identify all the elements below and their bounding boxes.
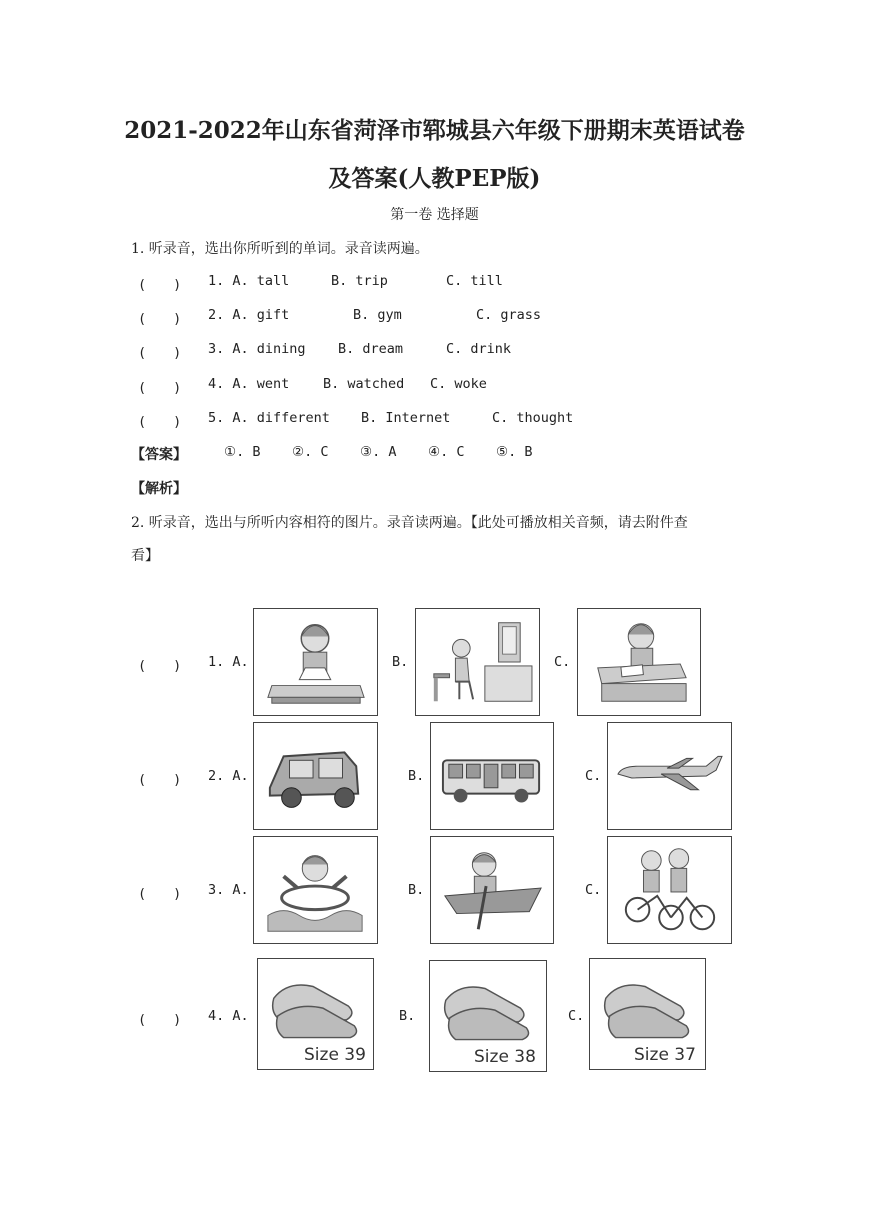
option-b: B. watched <box>323 376 405 392</box>
boy-rowing-boat-picture[interactable] <box>430 836 554 944</box>
plane-picture[interactable] <box>607 722 732 830</box>
answer-blank[interactable]: ( ) <box>138 345 182 361</box>
boys-riding-bikes-picture[interactable] <box>607 836 732 944</box>
car-picture[interactable] <box>253 722 378 830</box>
answer-blank[interactable]: ( ) <box>138 414 182 430</box>
car-icon <box>254 723 377 829</box>
shoe-size-label: Size 38 <box>474 1047 536 1067</box>
option-a: 2. A. gift <box>208 307 290 323</box>
answer-blank[interactable]: ( ) <box>138 311 182 327</box>
option-c: C. woke <box>430 376 487 392</box>
rowing-icon <box>431 837 553 943</box>
option-c-label: C. <box>568 1008 585 1024</box>
answer-value: ③. A <box>360 444 397 460</box>
option-b-label: B. <box>399 1008 416 1024</box>
answer-label: 【答案】 <box>131 447 187 463</box>
answer-blank[interactable]: ( ) <box>138 658 182 674</box>
option-b-label: B. <box>408 882 425 898</box>
option-b: B. gym <box>353 307 402 323</box>
girl-sitting-by-computer-picture[interactable] <box>415 608 540 716</box>
answer-value: ②. C <box>292 444 329 460</box>
option-a: 3. A. dining <box>208 341 306 357</box>
girl-computer-icon <box>416 609 539 715</box>
answer-blank[interactable]: ( ) <box>138 1012 182 1028</box>
answer-blank[interactable]: ( ) <box>138 380 182 396</box>
shoes-size-38-picture[interactable] <box>429 960 547 1072</box>
answer-blank[interactable]: ( ) <box>138 277 182 293</box>
option-c-label: C. <box>554 654 571 670</box>
shoe-size-label: Size 37 <box>634 1045 696 1065</box>
option-b-label: B. <box>392 654 409 670</box>
girl-writing-at-desk-picture[interactable] <box>577 608 701 716</box>
plane-icon <box>608 723 731 829</box>
girl-writing-icon <box>578 609 700 715</box>
swimming-icon <box>254 837 377 943</box>
answer-value: ④. C <box>428 444 465 460</box>
option-c: C. thought <box>492 410 574 426</box>
option-c: C. drink <box>446 341 512 357</box>
q2-prompt-line-2: 看】 <box>131 548 159 564</box>
q2-prompt-line-1: 2. 听录音，选出与所听内容相符的图片。录音读两遍。【此处可播放相关音频，请去附件查 <box>131 515 688 531</box>
answer-blank[interactable]: ( ) <box>138 886 182 902</box>
q1-prompt: 1. 听录音，选出你所听到的单词。录音读两遍。 <box>131 241 429 257</box>
option-c-label: C. <box>585 768 602 784</box>
option-a: 4. A. went <box>208 376 290 392</box>
answer-blank[interactable]: ( ) <box>138 772 182 788</box>
option-b-label: B. <box>408 768 425 784</box>
answer-value: ⑤. B <box>496 444 533 460</box>
option-b: B. dream <box>338 341 404 357</box>
shoe-size-label: Size 39 <box>304 1045 366 1065</box>
answer-value: ①. B <box>224 444 261 460</box>
option-c: C. grass <box>476 307 542 323</box>
option-b: B. trip <box>331 273 388 289</box>
bus-picture[interactable] <box>430 722 554 830</box>
option-b: B. Internet <box>361 410 451 426</box>
girl-reading-at-desk-picture[interactable] <box>253 608 378 716</box>
option-c-label: C. <box>585 882 602 898</box>
option-a-label: 3. A. <box>208 882 249 898</box>
option-a: 1. A. tall <box>208 273 290 289</box>
option-a-label: 4. A. <box>208 1008 249 1024</box>
shoes-size-39-picture[interactable] <box>257 958 374 1070</box>
section-heading: 第一卷 选择题 <box>390 207 479 223</box>
option-a-label: 1. A. <box>208 654 249 670</box>
girl-reading-icon <box>254 609 377 715</box>
option-c: C. till <box>446 273 503 289</box>
boy-swimming-picture[interactable] <box>253 836 378 944</box>
analysis-label: 【解析】 <box>131 481 187 497</box>
option-a-label: 2. A. <box>208 768 249 784</box>
title-line-1: 2021-2022年山东省菏泽市郓城县六年级下册期末英语试卷 <box>124 117 745 144</box>
bus-icon <box>431 723 553 829</box>
bikes-icon <box>608 837 731 943</box>
title-line-2: 及答案(人教PEP版) <box>328 165 541 192</box>
option-a: 5. A. different <box>208 410 330 426</box>
shoes-size-37-picture[interactable] <box>589 958 706 1070</box>
